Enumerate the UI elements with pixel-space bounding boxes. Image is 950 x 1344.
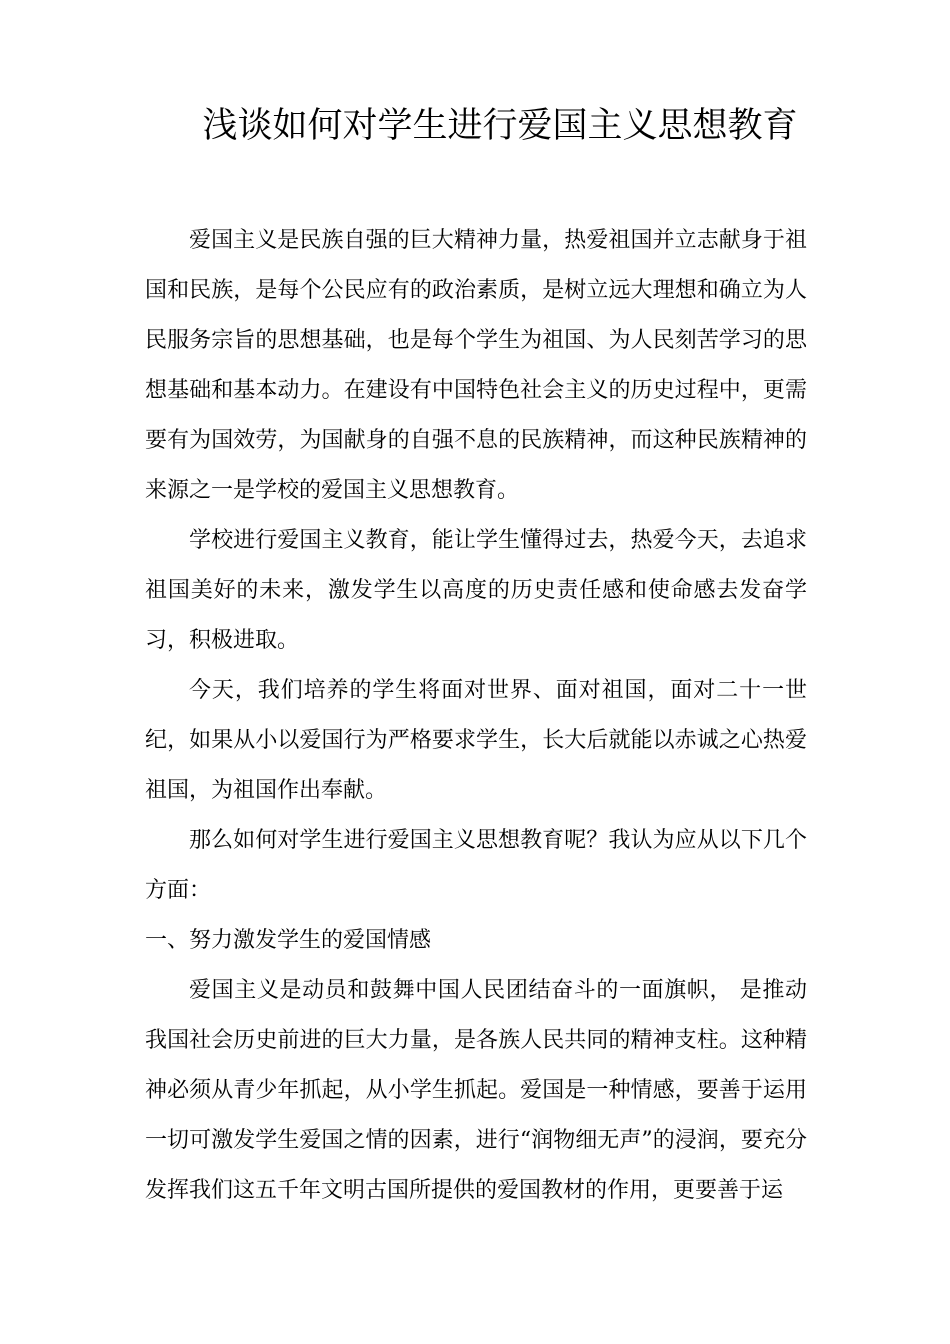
paragraph-future: 今天，我们培养的学生将面对世界、面对祖国，面对二十一世纪，如果从小以爱国行为严格要求学生，长大后就能以赤诚之心热爱祖国，为祖国作出奉献。 — [145, 678, 807, 803]
section-heading: 一、努力激发学生的爱国情感 — [145, 928, 432, 953]
paragraph-section-one: 爱国主义是动员和鼓舞中国人民团结奋斗的一面旗帜， 是推动我国社会历史前进的巨大力量，是各族人民共同的精神支柱。这种精神必须从青少年抓起，从小学生抓起。爱国是一种情感，要善于运用一切可激发学生爱国之情的因素，进行“润物细无声”的浸润，要充分发挥我们这五千年文明古国所提供的爱国教材的作用，更要善于运 — [145, 978, 807, 1203]
document-body — [145, 216, 807, 1216]
document-title: 浅谈如何对学生进行爱国主义思想教育 — [202, 106, 798, 146]
paragraph-school-education: 学校进行爱国主义教育，能让学生懂得过去，热爱今天，去追求祖国美好的未来，激发学生以高度的历史责任感和使命感去发奋学习，积极进取。 — [145, 528, 807, 653]
paragraph-intro: 爱国主义是民族自强的巨大精神力量，热爱祖国并立志献身于祖国和民族，是每个公民应有的政治素质，是树立远大理想和确立为人民服务宗旨的思想基础，也是每个学生为祖国、为人民刻苦学习的思想基础和基本动力。在建设有中国特色社会主义的历史过程中，更需要有为国效劳，为国献身的自强不息的民族精神，而这种民族精神的来源之一是学校的爱国主义思想教育。 — [145, 228, 807, 503]
paragraph-question: 那么如何对学生进行爱国主义思想教育呢？我认为应从以下几个方面： — [145, 828, 807, 903]
